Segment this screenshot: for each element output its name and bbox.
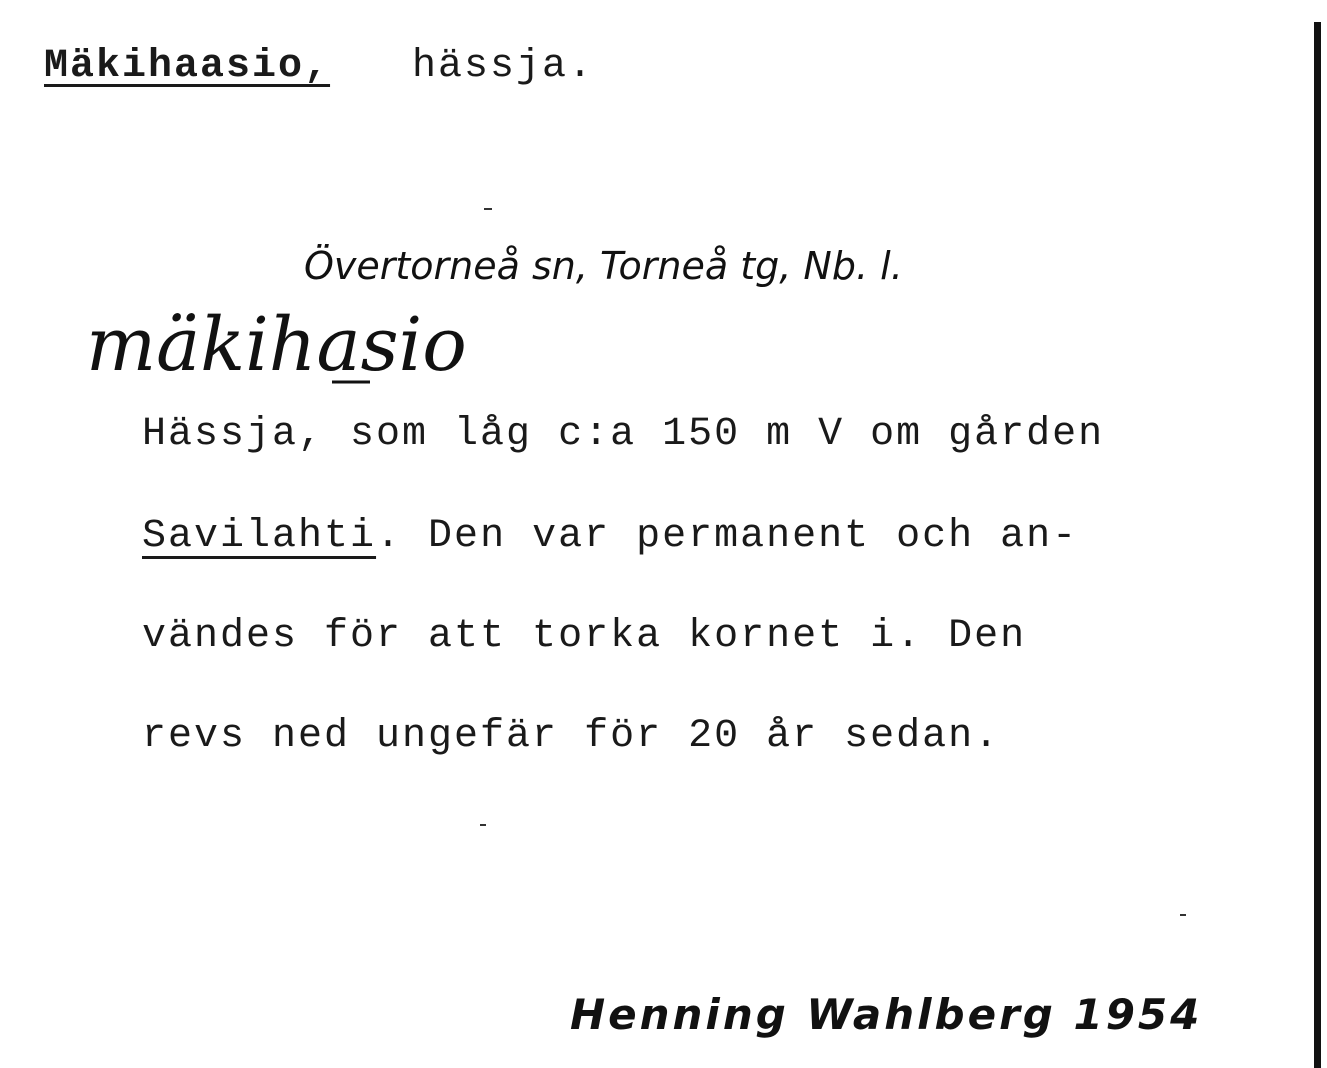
- body-line-3: vändes för att torka kornet i. Den: [142, 614, 1027, 659]
- handwritten-text: mäkihasio: [86, 302, 467, 388]
- body-line-2-rest: . Den var permanent och an-: [376, 514, 1079, 559]
- ink-speck: [480, 824, 486, 826]
- signature: Henning Wahlberg 1954: [570, 990, 1203, 1039]
- headword: Mäkihaasio,: [44, 44, 331, 89]
- ink-speck: [484, 208, 492, 210]
- body-line-2: [142, 514, 1078, 559]
- ink-speck: [1180, 914, 1186, 916]
- body-line-1: Hässja, som låg c:a 150 m V om gården: [142, 412, 1105, 457]
- gloss: hässja.: [412, 44, 595, 89]
- body-line-4: revs ned ungefär för 20 år sedan.: [142, 714, 1001, 759]
- handwritten-word: [80, 296, 620, 396]
- place-name: Savilahti: [142, 514, 377, 559]
- location-line: Övertorneå sn, Torneå tg, Nb. l.: [304, 244, 903, 288]
- card-edge-border: [1314, 22, 1321, 1068]
